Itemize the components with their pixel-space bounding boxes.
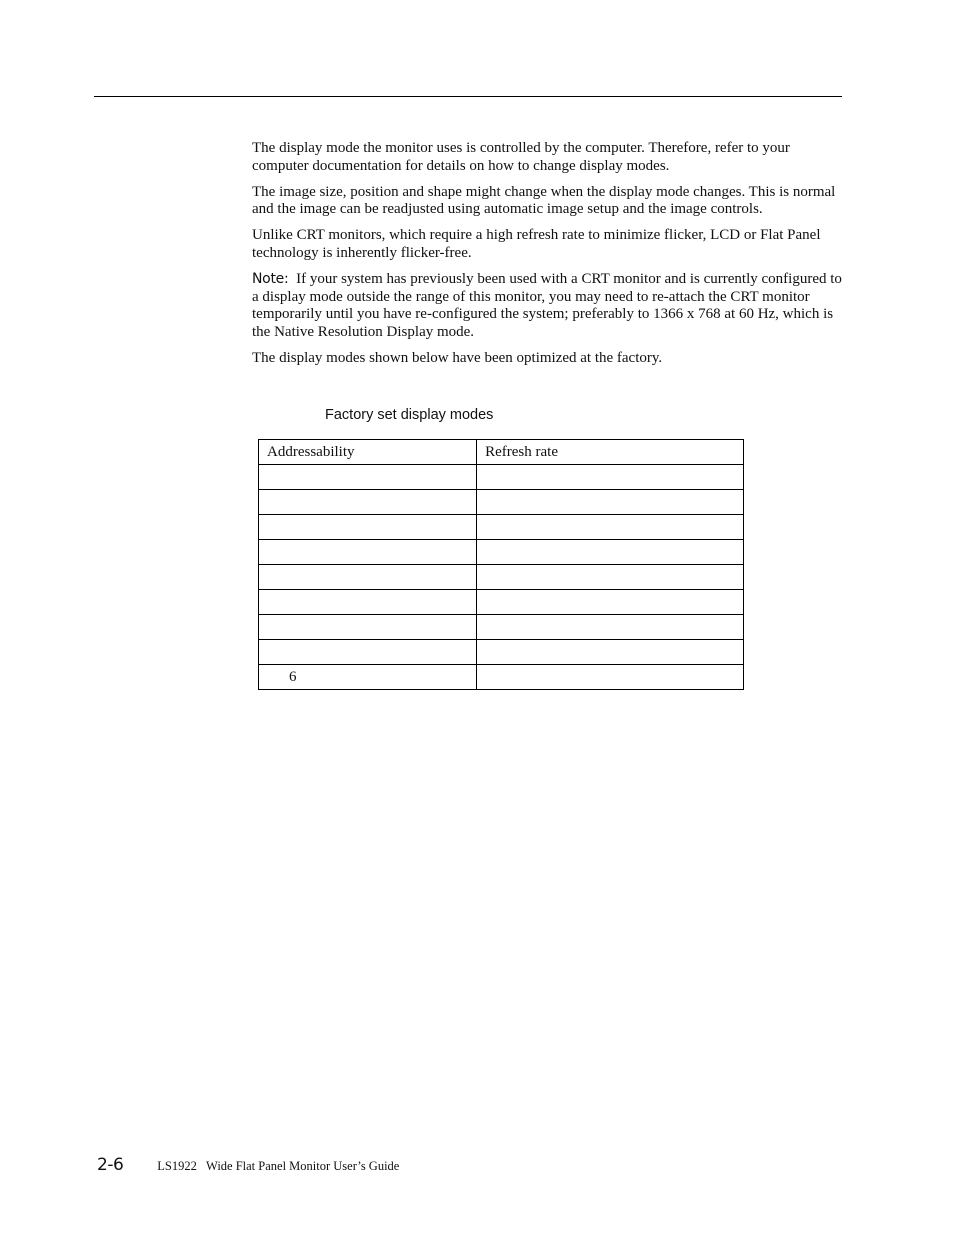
paragraph-display-mode: The display mode the monitor uses is controlled by the computer. Therefore, refer to your computer documentation for details on how to change display modes. [252, 140, 790, 174]
table-row [259, 540, 744, 565]
page-footer [97, 1155, 399, 1175]
table-row [259, 465, 744, 490]
table-row [259, 565, 744, 590]
cell-addressability: 6 [259, 665, 477, 690]
cell-refresh-rate [477, 465, 744, 490]
table-row [259, 615, 744, 640]
note-label: Note: [252, 270, 289, 287]
cell-refresh-rate [477, 565, 744, 590]
cell-refresh-rate [477, 615, 744, 640]
table-row [259, 590, 744, 615]
header-refresh-rate: Refresh rate [477, 440, 744, 465]
header-addressability: Addressability [259, 440, 477, 465]
cell-addressability [259, 640, 477, 665]
table-header-row [259, 440, 744, 465]
cell-refresh-rate [477, 640, 744, 665]
table-caption: Factory set display modes [325, 407, 494, 423]
cell-refresh-rate [477, 665, 744, 690]
paragraph-flicker: Unlike CRT monitors, which require a high refresh rate to minimize flicker, LCD or Flat Panel technology is inherently flicker-free. [252, 227, 821, 261]
table-row [259, 665, 744, 690]
paragraph-image-size: The image size, position and shape might change when the display mode changes. This is normal and the image can be readjusted using automatic image setup and the image controls. [252, 183, 836, 218]
cell-addressability [259, 615, 477, 640]
cell-addressability [259, 590, 477, 615]
header-rule [94, 96, 842, 97]
cell-addressability [259, 465, 477, 490]
cell-addressability [259, 565, 477, 590]
table-row [259, 515, 744, 540]
page-number: 2-6 [97, 1155, 124, 1175]
cell-refresh-rate [477, 540, 744, 565]
cell-refresh-rate [477, 590, 744, 615]
display-modes-table [258, 439, 744, 690]
table-row [259, 490, 744, 515]
cell-addressability [259, 540, 477, 565]
table-row [259, 640, 744, 665]
note-paragraph [252, 271, 842, 342]
note-text: If your system has previously been used with a CRT monitor and is currently configured to a display mode outside the range of this monitor, you may need to re-attach the CRT monitor temporarily until you have re-configured the system; preferably to 1366 x 768 at 60 Hz, which is the Native Resolution Display mode. [252, 270, 842, 341]
footer-title: LS1922 Wide Flat Panel Monitor User’s Guide [157, 1159, 400, 1173]
cell-addressability [259, 490, 477, 515]
paragraph-factory-modes: The display modes shown below have been optimized at the factory. [252, 349, 663, 366]
cell-addressability [259, 515, 477, 540]
cell-refresh-rate [477, 490, 744, 515]
cell-refresh-rate [477, 515, 744, 540]
body-text [252, 140, 842, 376]
